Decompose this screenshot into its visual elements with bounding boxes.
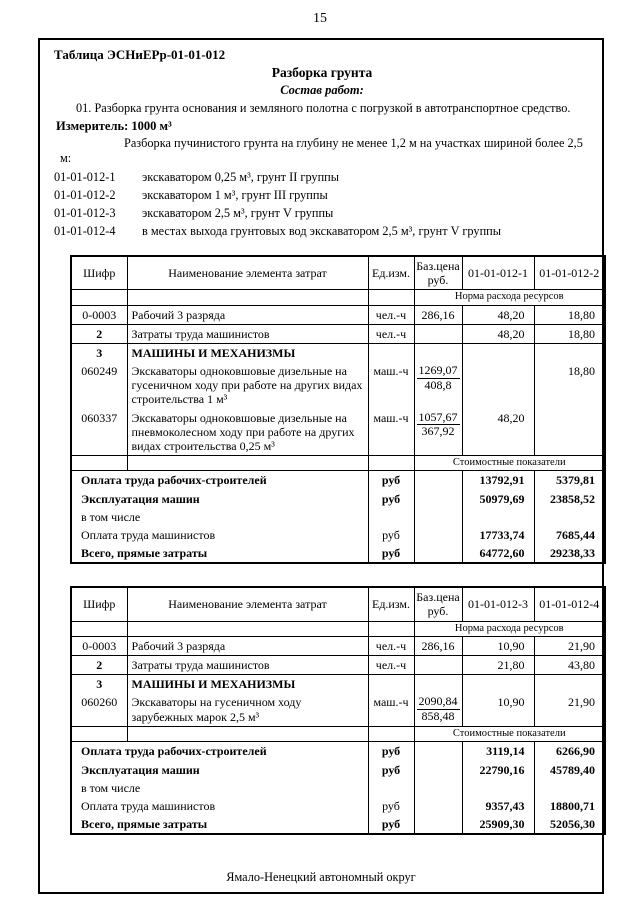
empty-cell: [127, 290, 368, 305]
price-cell: [414, 526, 462, 544]
value-cell: 64772,60: [462, 544, 534, 563]
cost-name-cell: в том числе: [71, 779, 368, 797]
value-cell: 25909,30: [462, 815, 534, 834]
price-cell: [414, 508, 462, 526]
value-cell: 21,90: [534, 636, 605, 655]
price-cell: [414, 344, 462, 363]
code-cell: 2: [71, 324, 127, 343]
value-cell: 9357,43: [462, 797, 534, 815]
value-cell: 13792,91: [462, 471, 534, 490]
table-label: Таблица ЭСНиЕРр-01-01-012: [54, 47, 226, 62]
value-cell: 21,90: [534, 693, 605, 726]
cost-name-cell: Оплата труда машинистов: [71, 797, 368, 815]
empty-cell: [71, 290, 127, 305]
value-cell: [534, 409, 605, 456]
resource-row: [71, 344, 605, 363]
norms-table-2: [70, 586, 606, 835]
name-cell: МАШИНЫ И МЕХАНИЗМЫ: [127, 344, 368, 363]
value-cell: [462, 362, 534, 408]
name-cell: Рабочий 3 разряда: [127, 636, 368, 655]
norm-section-label-row: [71, 290, 605, 305]
code-cell: 2: [71, 656, 127, 675]
price-cell: [414, 490, 462, 508]
resource-row: [71, 675, 605, 694]
unit-cell: руб: [368, 526, 414, 544]
cost-row: [71, 815, 605, 834]
value-cell: 48,20: [462, 324, 534, 343]
unit-cell: [368, 675, 414, 694]
price-fraction: [416, 695, 461, 724]
name-cell: Экскаваторы одноковшовые дизельные на гусеничном ходу при работе на других видах строительства 1 м³: [127, 362, 368, 408]
column-header: Ед.изм.: [368, 256, 414, 290]
resource-row: [71, 305, 605, 324]
unit-cell: руб: [368, 797, 414, 815]
empty-cell: [71, 456, 127, 471]
price-cell: [414, 471, 462, 490]
variant-text: экскаватором 2,5 м³, грунт V группы: [142, 206, 334, 220]
empty-cell: [368, 727, 414, 742]
norm-section-label: Норма расхода ресурсов: [414, 621, 605, 636]
region-footer: Ямало-Ненецкий автономный округ: [226, 870, 416, 884]
name-cell: МАШИНЫ И МЕХАНИЗМЫ: [127, 675, 368, 694]
price-fraction: [416, 364, 461, 393]
value-cell: [462, 508, 534, 526]
value-cell: [462, 779, 534, 797]
price-cell: [414, 797, 462, 815]
column-header: Шифр: [71, 256, 127, 290]
unit-cell: чел.-ч: [368, 305, 414, 324]
column-header: Наименование элемента затрат: [127, 256, 368, 290]
variant-item: [54, 188, 590, 203]
value-cell: 10,90: [462, 693, 534, 726]
value-cell: 10,90: [462, 636, 534, 655]
variant-code: 01-01-012-3: [54, 206, 116, 220]
cost-name-cell: Эксплуатация машин: [71, 490, 368, 508]
name-cell: Затраты труда машинистов: [127, 324, 368, 343]
cost-row: [71, 526, 605, 544]
column-header: 01-01-012-1: [462, 256, 534, 290]
cost-row: [71, 490, 605, 508]
cost-section-label: Стоимостные показатели: [414, 456, 605, 471]
value-cell: 21,80: [462, 656, 534, 675]
work-item: 01. Разборка грунта основания и земляного полотна с погрузкой в автотранспортное средство.: [76, 101, 571, 115]
unit-cell: руб: [368, 742, 414, 761]
unit-cell: [368, 779, 414, 797]
price-cell: [414, 815, 462, 834]
empty-cell: [71, 621, 127, 636]
cost-name-cell: Всего, прямые затраты: [71, 815, 368, 834]
column-header: 01-01-012-4: [534, 587, 605, 621]
price-cell: [414, 409, 462, 456]
page-number: 15: [313, 11, 327, 26]
cost-section-label: Стоимостные показатели: [414, 727, 605, 742]
name-cell: Экскаваторы на гусеничном ходу зарубежных марок 2,5 м³: [127, 693, 368, 726]
unit-cell: руб: [368, 544, 414, 563]
variant-text: в местах выхода грунтовых вод экскаватором 2,5 м³, грунт V группы: [142, 224, 501, 238]
price-cell: [414, 656, 462, 675]
cost-name-cell: Оплата труда машинистов: [71, 526, 368, 544]
unit-cell: руб: [368, 761, 414, 779]
empty-cell: [127, 727, 368, 742]
value-cell: 5379,81: [534, 471, 605, 490]
value-cell: 48,20: [462, 305, 534, 324]
column-header: Баз.цена руб.: [414, 587, 462, 621]
value-cell: 3119,14: [462, 742, 534, 761]
value-cell: [462, 675, 534, 694]
value-cell: 18,80: [534, 305, 605, 324]
price-cell: [414, 779, 462, 797]
unit-cell: чел.-ч: [368, 656, 414, 675]
price-cell: 286,16: [414, 636, 462, 655]
value-cell: 48,20: [462, 409, 534, 456]
cost-section-label-row: [71, 727, 605, 742]
empty-cell: [127, 621, 368, 636]
column-header: 01-01-012-2: [534, 256, 605, 290]
value-cell: 18800,71: [534, 797, 605, 815]
column-header: Баз.цена руб.: [414, 256, 462, 290]
measure-line: [54, 119, 590, 134]
variant-list: [54, 170, 590, 239]
cost-name-cell: в том числе: [71, 508, 368, 526]
price-cell: [414, 362, 462, 408]
variant-text: экскаватором 1 м³, грунт III группы: [142, 188, 328, 202]
value-cell: [534, 675, 605, 694]
norm-section-label: Норма расхода ресурсов: [414, 290, 605, 305]
empty-cell: [368, 621, 414, 636]
name-cell: Экскаваторы одноковшовые дизельные на пневмоколесном ходу при работе на других видах строительства 0,25 м³: [127, 409, 368, 456]
cost-name-cell: Всего, прямые затраты: [71, 544, 368, 563]
price-cell: [414, 324, 462, 343]
empty-cell: [71, 727, 127, 742]
value-cell: [534, 344, 605, 363]
cost-row: [71, 471, 605, 490]
resource-row: [71, 693, 605, 726]
work-note: Разборка пучинистого грунта на глубину не менее 1,2 м на участках шириной более 2,5 м:: [60, 136, 583, 165]
code-cell: 0-0003: [71, 305, 127, 324]
cost-row: [71, 797, 605, 815]
price-cell: 286,16: [414, 305, 462, 324]
value-cell: [534, 508, 605, 526]
column-header: Шифр: [71, 587, 127, 621]
column-header: Наименование элемента затрат: [127, 587, 368, 621]
cost-row: [71, 544, 605, 563]
variant-code: 01-01-012-4: [54, 224, 116, 238]
value-cell: 6266,90: [534, 742, 605, 761]
resource-row: [71, 362, 605, 408]
cost-row: [71, 508, 605, 526]
resource-row: [71, 636, 605, 655]
work-composition-label: Состав работ:: [280, 83, 364, 97]
resource-row: [71, 409, 605, 456]
page-frame: [38, 38, 604, 894]
unit-cell: руб: [368, 490, 414, 508]
empty-cell: [368, 290, 414, 305]
price-cell: [414, 742, 462, 761]
value-cell: 7685,44: [534, 526, 605, 544]
name-cell: Затраты труда машинистов: [127, 656, 368, 675]
resource-row: [71, 656, 605, 675]
value-cell: 18,80: [534, 362, 605, 408]
price-extra-value: 408,8: [424, 377, 452, 392]
table-header-row: [71, 587, 605, 621]
cost-row: [71, 742, 605, 761]
cost-section-label-row: [71, 456, 605, 471]
unit-cell: руб: [368, 471, 414, 490]
price-cell: [414, 761, 462, 779]
measure-value: 1000 м³: [131, 119, 172, 133]
variant-item: [54, 224, 590, 239]
price-extra-value: 858,48: [421, 709, 455, 724]
variant-code: 01-01-012-1: [54, 170, 116, 184]
code-cell: 0-0003: [71, 636, 127, 655]
price-fraction: [416, 411, 461, 440]
unit-cell: маш.-ч: [368, 409, 414, 456]
value-cell: 43,80: [534, 656, 605, 675]
value-cell: 17733,74: [462, 526, 534, 544]
unit-cell: руб: [368, 815, 414, 834]
column-header: Ед.изм.: [368, 587, 414, 621]
unit-cell: маш.-ч: [368, 693, 414, 726]
value-cell: 45789,40: [534, 761, 605, 779]
price-base-value: 2090,84: [418, 694, 458, 709]
norms-table-1: [70, 255, 606, 564]
value-cell: [462, 344, 534, 363]
value-cell: 52056,30: [534, 815, 605, 834]
unit-cell: маш.-ч: [368, 362, 414, 408]
code-cell: 060249: [71, 362, 127, 408]
price-extra-value: 367,92: [421, 424, 455, 439]
price-base-value: 1269,07: [418, 363, 458, 378]
cost-name-cell: Эксплуатация машин: [71, 761, 368, 779]
variant-item: [54, 170, 590, 185]
cost-row: [71, 761, 605, 779]
resource-row: [71, 324, 605, 343]
code-cell: 060260: [71, 693, 127, 726]
value-cell: 18,80: [534, 324, 605, 343]
measure-label: Измеритель:: [56, 119, 129, 133]
column-header: 01-01-012-3: [462, 587, 534, 621]
page-title: Разборка грунта: [271, 65, 373, 80]
value-cell: [534, 779, 605, 797]
value-cell: 29238,33: [534, 544, 605, 563]
price-base-value: 1057,67: [418, 409, 458, 424]
value-cell: 23858,52: [534, 490, 605, 508]
cost-name-cell: Оплата труда рабочих-строителей: [71, 471, 368, 490]
table-header-row: [71, 256, 605, 290]
price-cell: [414, 544, 462, 563]
variant-text: экскаватором 0,25 м³, грунт II группы: [142, 170, 339, 184]
code-cell: 3: [71, 344, 127, 363]
unit-cell: [368, 344, 414, 363]
cost-row: [71, 779, 605, 797]
variant-code: 01-01-012-2: [54, 188, 116, 202]
unit-cell: чел.-ч: [368, 324, 414, 343]
norm-section-label-row: [71, 621, 605, 636]
price-cell: [414, 675, 462, 694]
price-cell: [414, 693, 462, 726]
code-cell: 3: [71, 675, 127, 694]
empty-cell: [368, 456, 414, 471]
name-cell: Рабочий 3 разряда: [127, 305, 368, 324]
value-cell: 22790,16: [462, 761, 534, 779]
value-cell: 50979,69: [462, 490, 534, 508]
cost-name-cell: Оплата труда рабочих-строителей: [71, 742, 368, 761]
unit-cell: чел.-ч: [368, 636, 414, 655]
unit-cell: [368, 508, 414, 526]
code-cell: 060337: [71, 409, 127, 456]
variant-item: [54, 206, 590, 221]
empty-cell: [127, 456, 368, 471]
